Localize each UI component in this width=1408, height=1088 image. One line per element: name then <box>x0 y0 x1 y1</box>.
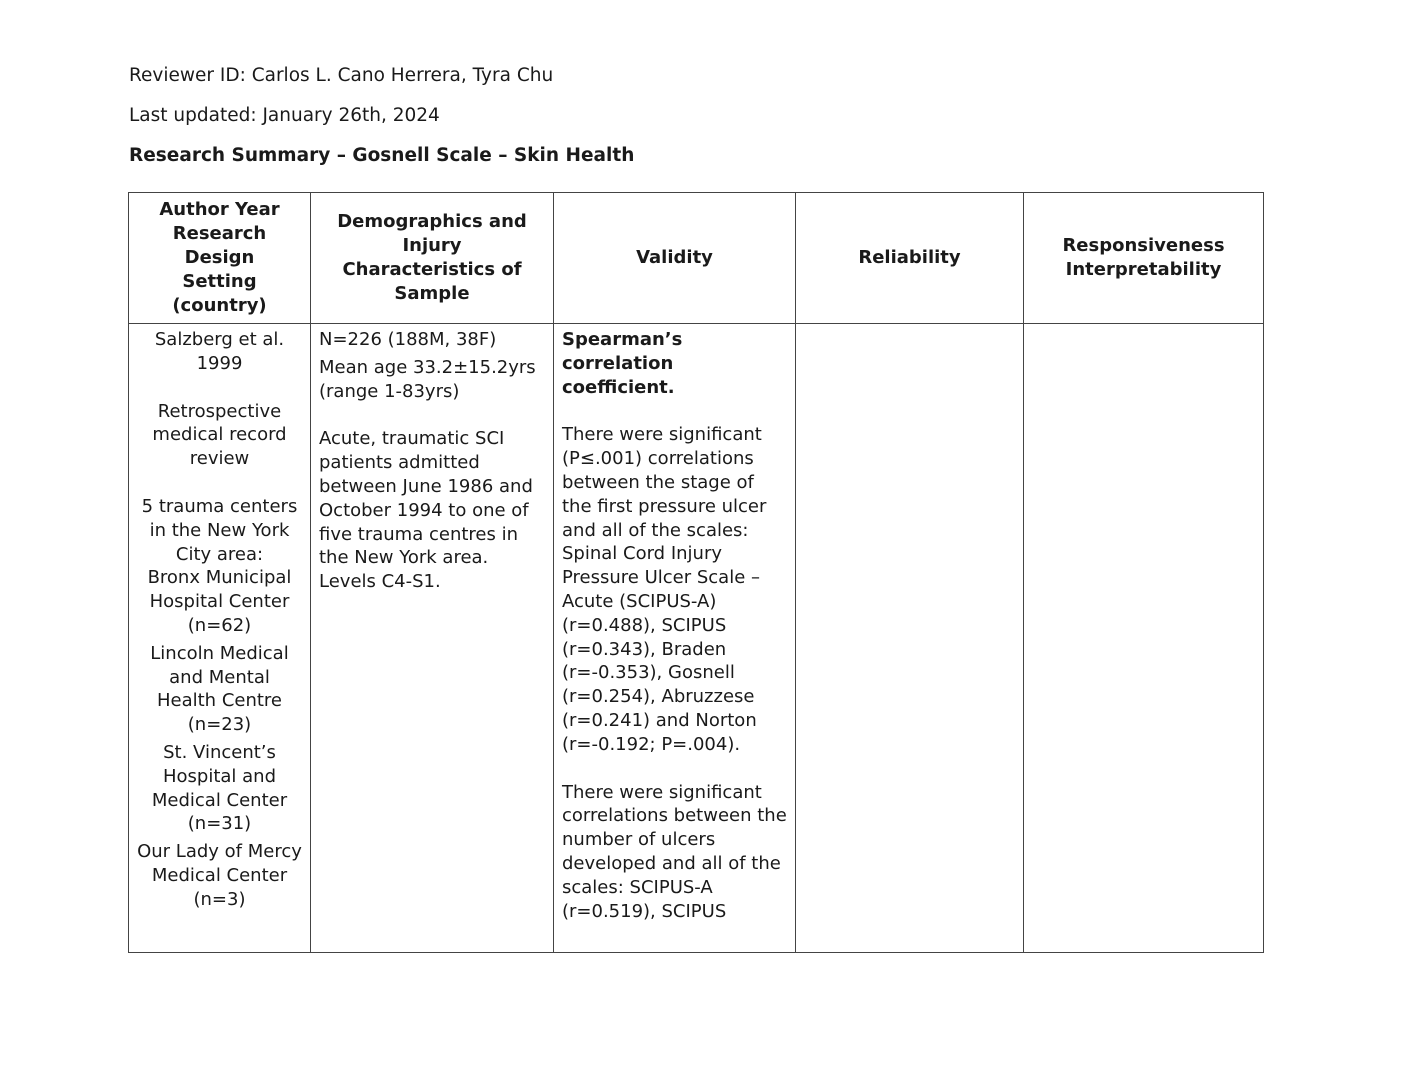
study-citation: Salzberg et al. 1999 <box>154 329 285 374</box>
cell-author <box>129 324 311 953</box>
study-design: Retrospective medical record review <box>152 400 287 470</box>
validity-heading: Spearman’s correlation coefficient. <box>562 329 683 398</box>
trauma-center: Our Lady of Mercy Medical Center (n=3) <box>137 841 302 910</box>
header-responsiveness: Responsiveness Interpretability <box>1024 193 1264 324</box>
cell-validity <box>554 324 796 953</box>
document-title: Research Summary – Gosnell Scale – Skin Health <box>129 145 635 166</box>
validity-paragraph-1: There were significant (P≤.001) correlations between the stage of the first pressure ulcer and all of the scales: Spinal Cord Injury Pressure Ulcer Scale – Acute (SCIPUS-A) (r=0.488), SCIPUS (r=0.343), Braden (r=-0.353), Gosnell (r=0.254), Abruzzese (r=0.241) and Norton (r=-0.192; P=.004). <box>562 424 767 755</box>
trauma-center: Lincoln Medical and Mental Health Centre (n=23) <box>150 642 289 736</box>
trauma-center: Bronx Municipal Hospital Center (n=62) <box>147 567 292 636</box>
table-header-row <box>129 193 1264 324</box>
cell-demographics <box>311 324 554 953</box>
header-validity: Validity <box>554 193 796 324</box>
injury-characteristics: Acute, traumatic SCI patients admitted between June 1986 and October 1994 to one of five trauma centres in the New York area. Levels C4-S1. <box>319 428 533 593</box>
sample-size: N=226 (188M, 38F) <box>319 329 497 350</box>
sample-age: Mean age 33.2±15.2yrs (range 1-83yrs) <box>319 356 536 402</box>
trauma-center: St. Vincent’s Hospital and Medical Center (n=31) <box>151 741 288 835</box>
table-row <box>129 324 1264 953</box>
header-reliability: Reliability <box>796 193 1024 324</box>
reviewer-id: Reviewer ID: Carlos L. Cano Herrera, Tyra Chu <box>129 65 554 86</box>
last-updated: Last updated: January 26th, 2024 <box>129 105 440 126</box>
research-summary-table <box>128 192 1264 953</box>
study-setting: 5 trauma centers in the New York City area: <box>141 495 298 565</box>
validity-paragraph-2: There were significant correlations between the number of ulcers developed and all of the scales: SCIPUS-A (r=0.519), SCIPUS <box>562 781 787 922</box>
header-demographics: Demographics and Injury Characteristics of Sample <box>311 193 554 324</box>
cell-reliability <box>796 324 1024 953</box>
header-author-year: Author Year Research Design Setting (country) <box>129 193 311 324</box>
cell-responsiveness <box>1024 324 1264 953</box>
